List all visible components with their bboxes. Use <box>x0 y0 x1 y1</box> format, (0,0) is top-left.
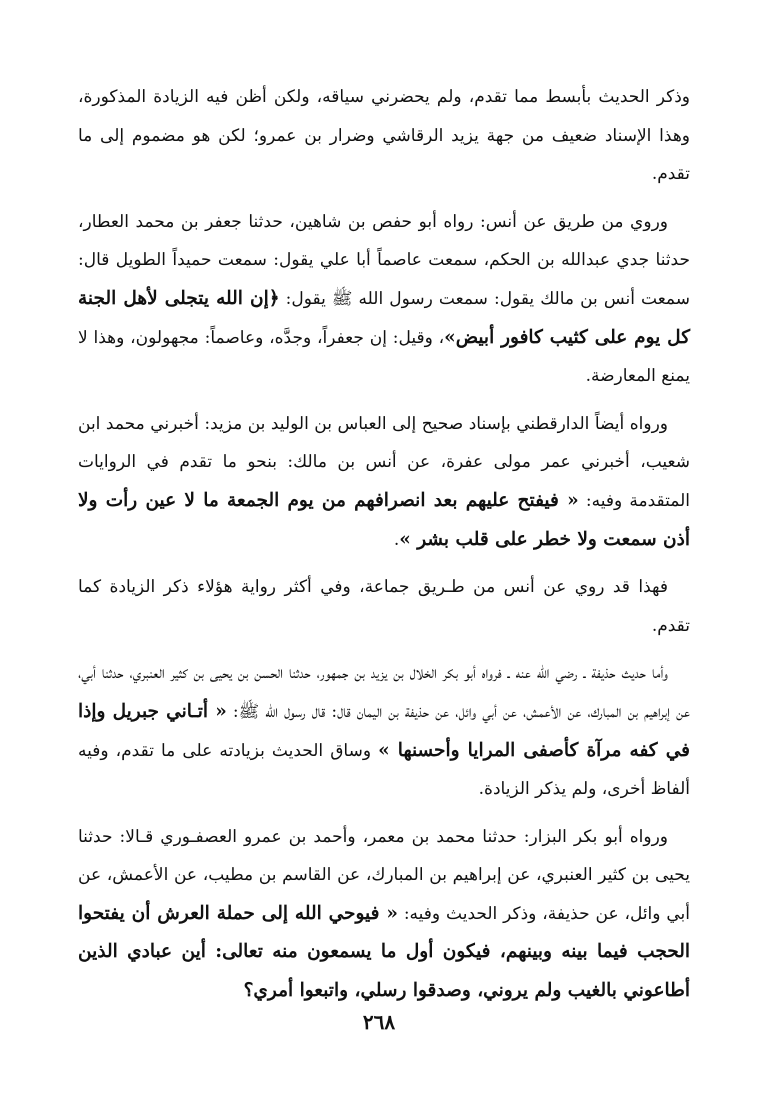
paragraph-text: . <box>393 529 400 550</box>
paragraph-text: وأما حديث حذيفة ـ رضي الله عنه ـ فرواه أبو بكر الخلال بن يزيد بن جمهور، حدثنا الحسن بن يحيى بن كثير العنبري، حدثنا أبي، عن إبراهيم بن المبارك، عن الأعمش، عن أبي وائل، عن حذيفة بن اليمان قال: قال رسول الله ﷺ: <box>78 663 690 722</box>
paragraph <box>78 78 690 194</box>
paragraph <box>78 203 690 396</box>
paragraph <box>78 568 690 645</box>
paragraph <box>78 405 690 559</box>
paragraph-text: وساق الحديث بزيادته على ما تقدم، وفيه ألفاظ أخرى، ولم يذكر الزيادة. <box>78 740 690 800</box>
quoted-hadith-text: « فيوحي الله إلى حملة العرش أن يفتحوا الحجب فيما بينه وبينهم، فيكون أول ما يسمعون منه تعالى: أين عبادي الذين أطاعوني بالغيب ولم يروني، وصدقوا رسلي، واتبعوا أمري؟ <box>78 902 690 1002</box>
paragraph-text: وروي من طريق عن أنس: رواه أبو حفص بن شاهين، حدثنا جعفر بن محمد العطار، حدثنا جدي عبدالله بن الحكم، سمعت عاصماً أبا علي يقول: سمعت حميداً الطويل قال: سمعت أنس بن مالك يقول: سمعت رسول الله ﷺ يقول: <box>78 211 691 309</box>
paragraph-text: ورواه أيضاً الدارقطني بإسناد صحيح إلى العباس بن الوليد بن مزيد: أخبرني محمد ابن شعيب، أخبرني عمر مولى عفرة، عن أنس بن مالك: بنحو ما تقدم في الروايات المتقدمة وفيه: <box>78 413 690 511</box>
text-body <box>78 78 690 1011</box>
paragraph-text: وذكر الحديث بأبسط مما تقدم، ولم يحضرني سياقه، ولكن أظن فيه الزيادة المذكورة، وهذا الإسناد ضعيف من جهة يزيد الرقاشي وضرار بن عمرو؛ لكن هو مضموم إلى ما تقدم. <box>78 87 690 185</box>
quoted-hadith-text: ﴿إن الله يتجلى لأهل الجنة كل يوم على كثيب كافور أبيض» <box>78 287 690 348</box>
paragraph-text: ، وقيل: إن جعفراً، وجدَّه، وعاصماً: مجهولون، وهذا لا يمنع المعارضة. <box>78 327 690 387</box>
quoted-hadith-text: « فيفتح عليهم بعد انصرافهم من يوم الجمعة ما لا عين رأت ولا أذن سمعت ولا خطر على قلب بشر » <box>78 489 690 550</box>
paragraph <box>78 654 690 808</box>
paragraph <box>78 818 690 1011</box>
paragraph-text: ورواه أبو بكر البزار: حدثنا محمد بن معمر، وأحمد بن عمرو العصفـوري قـالا: حدثنا يحيى بن كثير العنبري، عن إبراهيم بن المبارك، عن القاسم بن مطيب، عن الأعمش، عن أبي وائل، عن حذيفة، وذكر الحديث وفيه: <box>78 826 690 924</box>
quoted-hadith-text: « أتـاني جبريل وإذا في كفه مرآة كأصفى المرايا وأحسنها » <box>78 700 690 761</box>
page-number: ٢٦٨ <box>362 1010 396 1034</box>
paragraph-text: فهذا قد روي عن أنس من طـريق جماعة، وفي أكثر رواية هؤلاء ذكر الزيادة كما تقدم. <box>78 577 690 636</box>
